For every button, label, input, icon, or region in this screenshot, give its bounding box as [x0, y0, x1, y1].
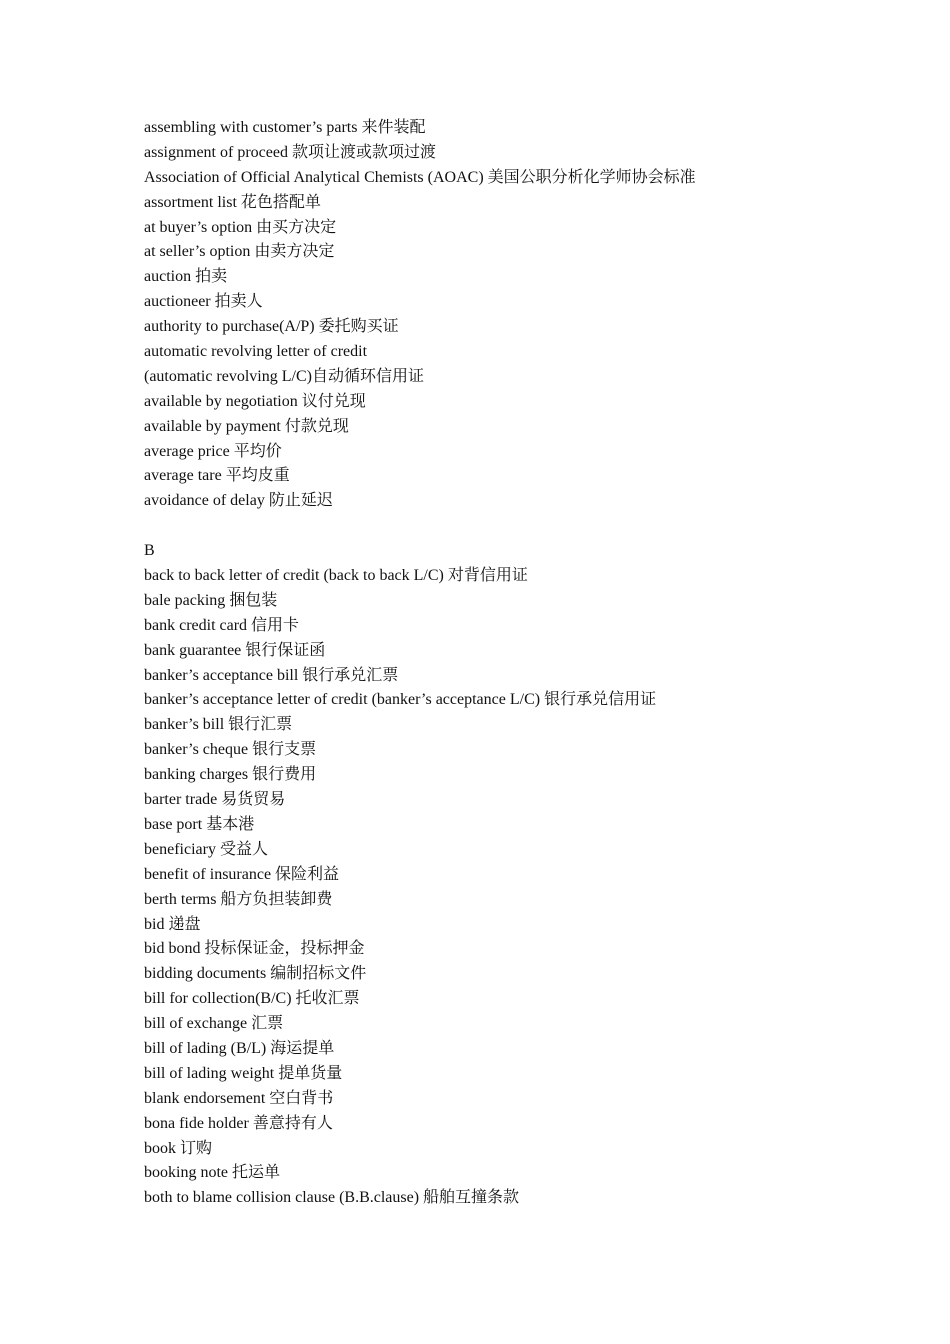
glossary-entry: average tare 平均皮重: [144, 467, 290, 485]
glossary-entry: bill of exchange 汇票: [144, 1015, 284, 1033]
glossary-entry: at seller’s option 由卖方决定: [144, 243, 335, 261]
glossary-entry: berth terms 船方负担装卸费: [144, 890, 333, 908]
glossary-entry: both to blame collision clause (B.B.clause) 船舶互撞条款: [144, 1189, 520, 1207]
glossary-entry: auction 拍卖: [144, 268, 228, 286]
glossary-entry: assignment of proceed 款项让渡或款项过渡: [144, 143, 436, 161]
glossary-entry: beneficiary 受益人: [144, 840, 268, 858]
glossary-entry: bank credit card 信用卡: [144, 616, 300, 634]
glossary-entry: base port 基本港: [144, 815, 255, 833]
glossary-entry: banker’s acceptance letter of credit (banker’s acceptance L/C) 银行承兑信用证: [144, 691, 657, 709]
glossary-entry: authority to purchase(A/P) 委托购买证: [144, 318, 399, 336]
glossary-entry: assembling with customer’s parts 来件装配: [144, 119, 426, 136]
glossary-entry: book 订购: [144, 1139, 213, 1157]
glossary-entry: booking note 托运单: [144, 1164, 280, 1182]
glossary-entry: avoidance of delay 防止延迟: [144, 492, 333, 510]
glossary-entry: at buyer’s option 由买方决定: [144, 218, 337, 236]
glossary-entry: available by negotiation 议付兑现: [144, 392, 366, 410]
glossary-entry: banker’s cheque 银行支票: [144, 741, 317, 759]
glossary-entry: automatic revolving letter of credit: [144, 343, 368, 361]
section-heading: B: [144, 542, 155, 560]
glossary-entry: bona fide holder 善意持有人: [144, 1114, 333, 1132]
glossary-entry: available by payment 付款兑现: [144, 417, 349, 435]
glossary-entry: Association of Official Analytical Chemists (AOAC) 美国公职分析化学师协会标准: [144, 168, 696, 186]
glossary-entry: banking charges 银行费用: [144, 766, 317, 784]
glossary-entry: bid bond 投标保证金，投标押金: [144, 940, 365, 958]
glossary-entry: back to back letter of credit (back to back L/C) 对背信用证: [144, 567, 528, 585]
glossary-entry: bank guarantee 银行保证函: [144, 641, 326, 659]
glossary-entry: blank endorsement 空白背书: [144, 1089, 334, 1107]
glossary-entry: bill of lading (B/L) 海运提单: [144, 1039, 335, 1057]
glossary-entry: average price 平均价: [144, 442, 282, 460]
section-spacer: [144, 514, 904, 539]
glossary-entry: (automatic revolving L/C)自动循环信用证: [144, 367, 424, 385]
glossary-entry: bill for collection(B/C) 托收汇票: [144, 990, 360, 1008]
glossary-entry: bidding documents 编制招标文件: [144, 965, 367, 983]
glossary-content: [144, 116, 904, 1211]
glossary-entry: benefit of insurance 保险利益: [144, 865, 340, 883]
glossary-entry: banker’s bill 银行汇票: [144, 716, 293, 734]
glossary-entry: barter trade 易货贸易: [144, 791, 286, 809]
glossary-entry: bale packing 捆包装: [144, 591, 278, 609]
glossary-entry: bid 递盘: [144, 915, 201, 933]
glossary-entry: bill of lading weight 提单货量: [144, 1064, 343, 1082]
glossary-entry: auctioneer 拍卖人: [144, 293, 263, 311]
glossary-entry: assortment list 花色搭配单: [144, 193, 321, 211]
glossary-entry: banker’s acceptance bill 银行承兑汇票: [144, 666, 399, 684]
